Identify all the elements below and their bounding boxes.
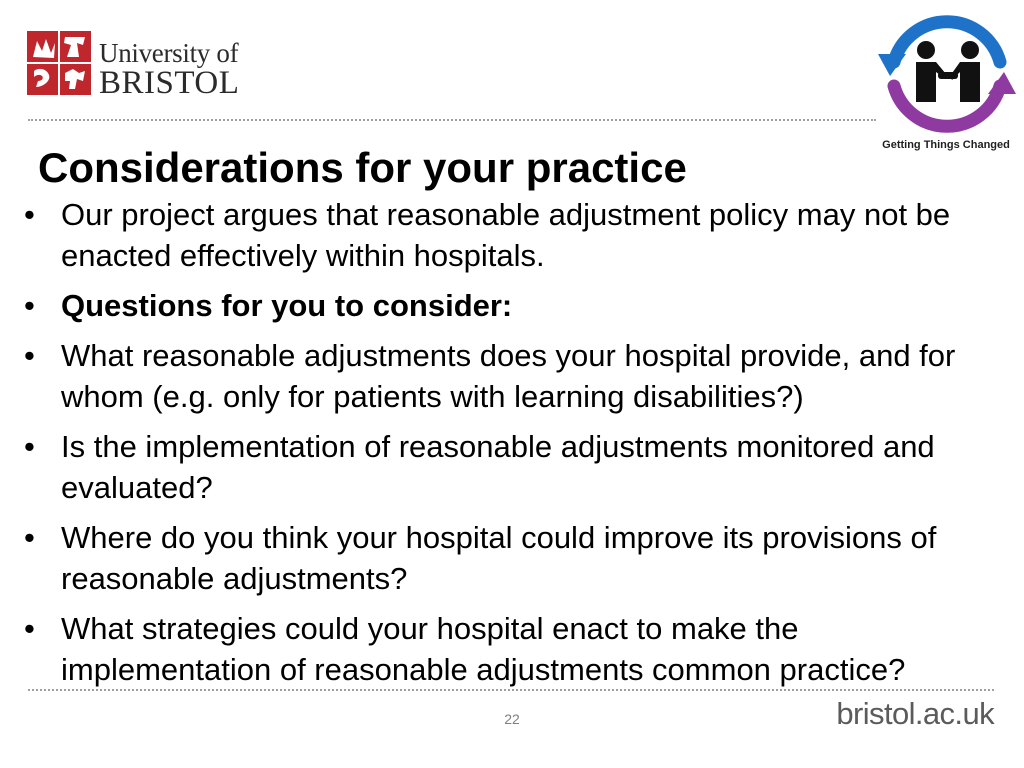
bullet-marker: • bbox=[24, 288, 35, 323]
header-divider bbox=[28, 119, 876, 121]
university-name-line2: BRISTOL bbox=[99, 65, 240, 101]
bullet-item bbox=[20, 608, 1010, 690]
bullet-marker: • bbox=[24, 338, 35, 373]
bullet-text: Our project argues that reasonable adjustment policy may not be enacted effectively within hospitals. bbox=[61, 197, 951, 273]
university-of-bristol-logo bbox=[27, 31, 257, 99]
bullet-marker: • bbox=[24, 611, 35, 646]
bullet-marker: • bbox=[24, 429, 35, 464]
footer-divider bbox=[28, 689, 994, 691]
person-right-head-icon bbox=[961, 41, 979, 59]
bullet-text: What strategies could your hospital enact to make the implementation of reasonable adjustments common practice? bbox=[61, 611, 906, 687]
bullet-item bbox=[20, 335, 1010, 417]
bullet-text: What reasonable adjustments does your hospital provide, and for whom (e.g. only for patients with learning disabilities?) bbox=[61, 338, 956, 414]
bullet-item bbox=[20, 517, 1010, 599]
bullet-text: Is the implementation of reasonable adjustments monitored and evaluated? bbox=[61, 429, 935, 505]
university-name-line1: University of bbox=[99, 38, 239, 68]
bullet-marker: • bbox=[24, 197, 35, 232]
slide-title: Considerations for your practice bbox=[38, 144, 687, 191]
bullet-item bbox=[20, 285, 1010, 326]
bristol-crest-icon bbox=[27, 31, 91, 95]
person-left-head-icon bbox=[917, 41, 935, 59]
bullet-item bbox=[20, 426, 1010, 508]
bullet-list bbox=[20, 194, 1010, 699]
footer-url: bristol.ac.uk bbox=[836, 696, 994, 731]
partner-logo-caption: Getting Things Changed bbox=[882, 139, 1010, 151]
bullet-text: Where do you think your hospital could improve its provisions of reasonable adjustments? bbox=[61, 520, 937, 596]
bullet-marker: • bbox=[24, 520, 35, 555]
bullet-item bbox=[20, 194, 1010, 276]
bullet-text: Questions for you to consider: bbox=[61, 288, 513, 323]
getting-things-changed-logo bbox=[872, 2, 1022, 152]
page-number: 22 bbox=[504, 711, 520, 727]
